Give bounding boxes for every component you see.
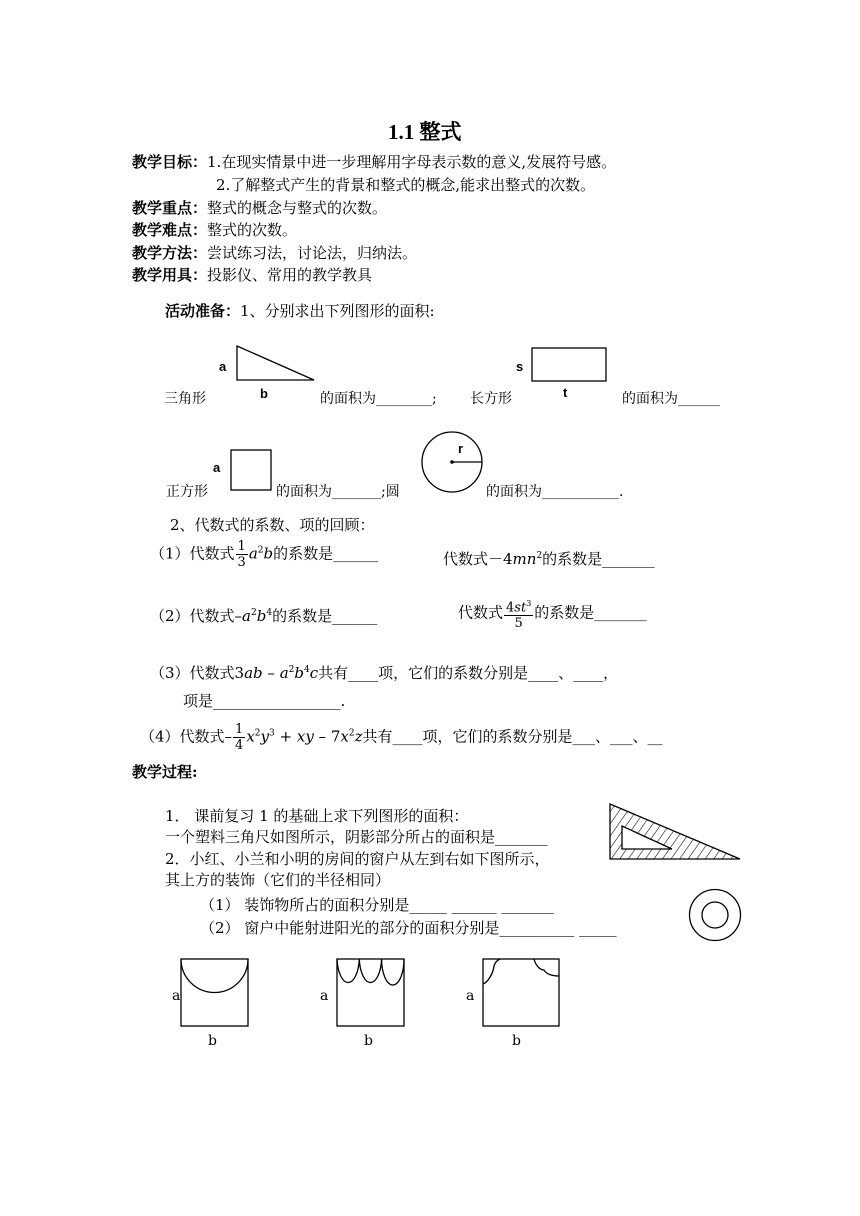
window-3-figure bbox=[482, 958, 562, 1028]
difficult-line bbox=[132, 220, 297, 240]
activity-q2: 2、代数式的系数、项的回顾： bbox=[170, 516, 375, 534]
problem-2: （2）代数式$-a^2b^4$的系数是______ bbox=[150, 607, 378, 625]
process-s1b: 一个塑料三角尺如图所示，阴影部分所占的面积是_______ bbox=[165, 828, 548, 846]
window-2-label-b: b bbox=[364, 1033, 373, 1049]
goals-line bbox=[132, 152, 616, 172]
process-label: 教学过程: bbox=[132, 763, 198, 781]
rect-label-t: t bbox=[563, 385, 568, 400]
problem-1: （1）代数式 $\frac{1}{3}$ $a^2b$的系数是______ bbox=[150, 539, 379, 570]
difficult-label: 教学难点： bbox=[132, 221, 208, 239]
goals-label: 教学目标： bbox=[132, 153, 208, 171]
process-s2d: （2） 窗户中能射进阳光的部分的面积分别是__________ _____ bbox=[200, 919, 617, 937]
goal-2: 2.了解整式产生的背景和整式的概念,能求出整式的次数。 bbox=[216, 176, 596, 194]
rect-label-s: s bbox=[516, 359, 524, 374]
square-label-a: a bbox=[213, 460, 221, 475]
tools-line bbox=[132, 265, 372, 285]
process-s1: 1． 课前复习 1 的基础上求下列图形的面积： bbox=[165, 807, 469, 825]
fraction-1-3: $\frac{1}{3}$ bbox=[237, 539, 246, 570]
triangle-prefix: 三角形 bbox=[164, 391, 206, 407]
difficult-text: 整式的次数。 bbox=[207, 221, 298, 239]
window-2-figure bbox=[336, 958, 408, 1028]
tools-text: 投影仪、常用的教学教具 bbox=[207, 266, 373, 284]
triangle-figure bbox=[236, 345, 316, 381]
fraction-4st3-5: $\frac{4st^3}{5}$ bbox=[504, 596, 533, 631]
rectangle-figure bbox=[531, 347, 607, 383]
key-label: 教学重点： bbox=[132, 199, 208, 217]
ring-decoration-figure bbox=[688, 888, 742, 942]
problem-1b: 代数式$-4mn^2$的系数是_______ bbox=[443, 550, 655, 568]
process-s2b: 其上方的装饰（它们的半径相同） bbox=[165, 871, 391, 889]
method-label: 教学方法： bbox=[132, 244, 208, 262]
process-s2: 2．小红、小兰和小明的房间的窗户从左到右如下图所示， bbox=[165, 850, 550, 868]
circle-figure bbox=[421, 431, 483, 493]
triangle-label-b: b bbox=[260, 386, 268, 401]
goal-1: 1.在现实情景中进一步理解用字母表示数的意义,发展符号感。 bbox=[207, 153, 617, 171]
triangle-suffix: 的面积为________; bbox=[320, 391, 437, 407]
window-1-label-a: a bbox=[172, 988, 181, 1004]
square-figure bbox=[230, 449, 272, 491]
set-square-figure bbox=[608, 802, 742, 862]
square-prefix: 正方形 bbox=[166, 484, 208, 500]
process-s2c: （1） 装饰物所占的面积分别是_____ ______ _______ bbox=[200, 896, 554, 914]
circle-suffix: 的面积为___________. bbox=[486, 484, 624, 500]
fraction-1-4: $\frac{1}{4}$ bbox=[235, 722, 244, 753]
window-1-label-b: b bbox=[208, 1033, 217, 1049]
triangle-label-a: a bbox=[219, 359, 227, 374]
tools-label: 教学用具： bbox=[132, 266, 208, 284]
activity-line bbox=[165, 301, 435, 321]
problem-4: （4）代数式– $\frac{1}{4}$ $x^2y^3$ + xy – $7x^2z$共有____项，它们的系数分别是___、___、__ bbox=[140, 722, 663, 753]
method-line bbox=[132, 243, 417, 263]
page-title: 1.1 整式 bbox=[388, 120, 462, 144]
method-text: 尝试练习法，讨论法，归纳法。 bbox=[207, 244, 418, 262]
square-suffix: 的面积为_______;圆 bbox=[276, 484, 400, 500]
window-3-label-b: b bbox=[512, 1033, 521, 1049]
rect-prefix: 长方形 bbox=[470, 391, 512, 407]
problem-3: （3）代数式$3ab - a^2b^4c$共有____项，它们的系数分别是____、____， bbox=[150, 664, 619, 682]
window-2-label-a: a bbox=[320, 988, 329, 1004]
key-text: 整式的概念与整式的次数。 bbox=[207, 199, 388, 217]
circle-label-r: r bbox=[458, 441, 464, 456]
activity-q1: 1、分别求出下列图形的面积: bbox=[240, 302, 435, 320]
window-3-label-a: a bbox=[466, 988, 475, 1004]
rect-suffix: 的面积为______ bbox=[622, 391, 720, 407]
problem-2b: 代数式 $\frac{4st^3}{5}$ 的系数是_______ bbox=[458, 596, 647, 631]
key-line bbox=[132, 198, 387, 218]
window-1-figure bbox=[180, 958, 252, 1028]
activity-label: 活动准备： bbox=[165, 302, 241, 320]
problem-3-terms: 项是_________________. bbox=[183, 692, 346, 710]
